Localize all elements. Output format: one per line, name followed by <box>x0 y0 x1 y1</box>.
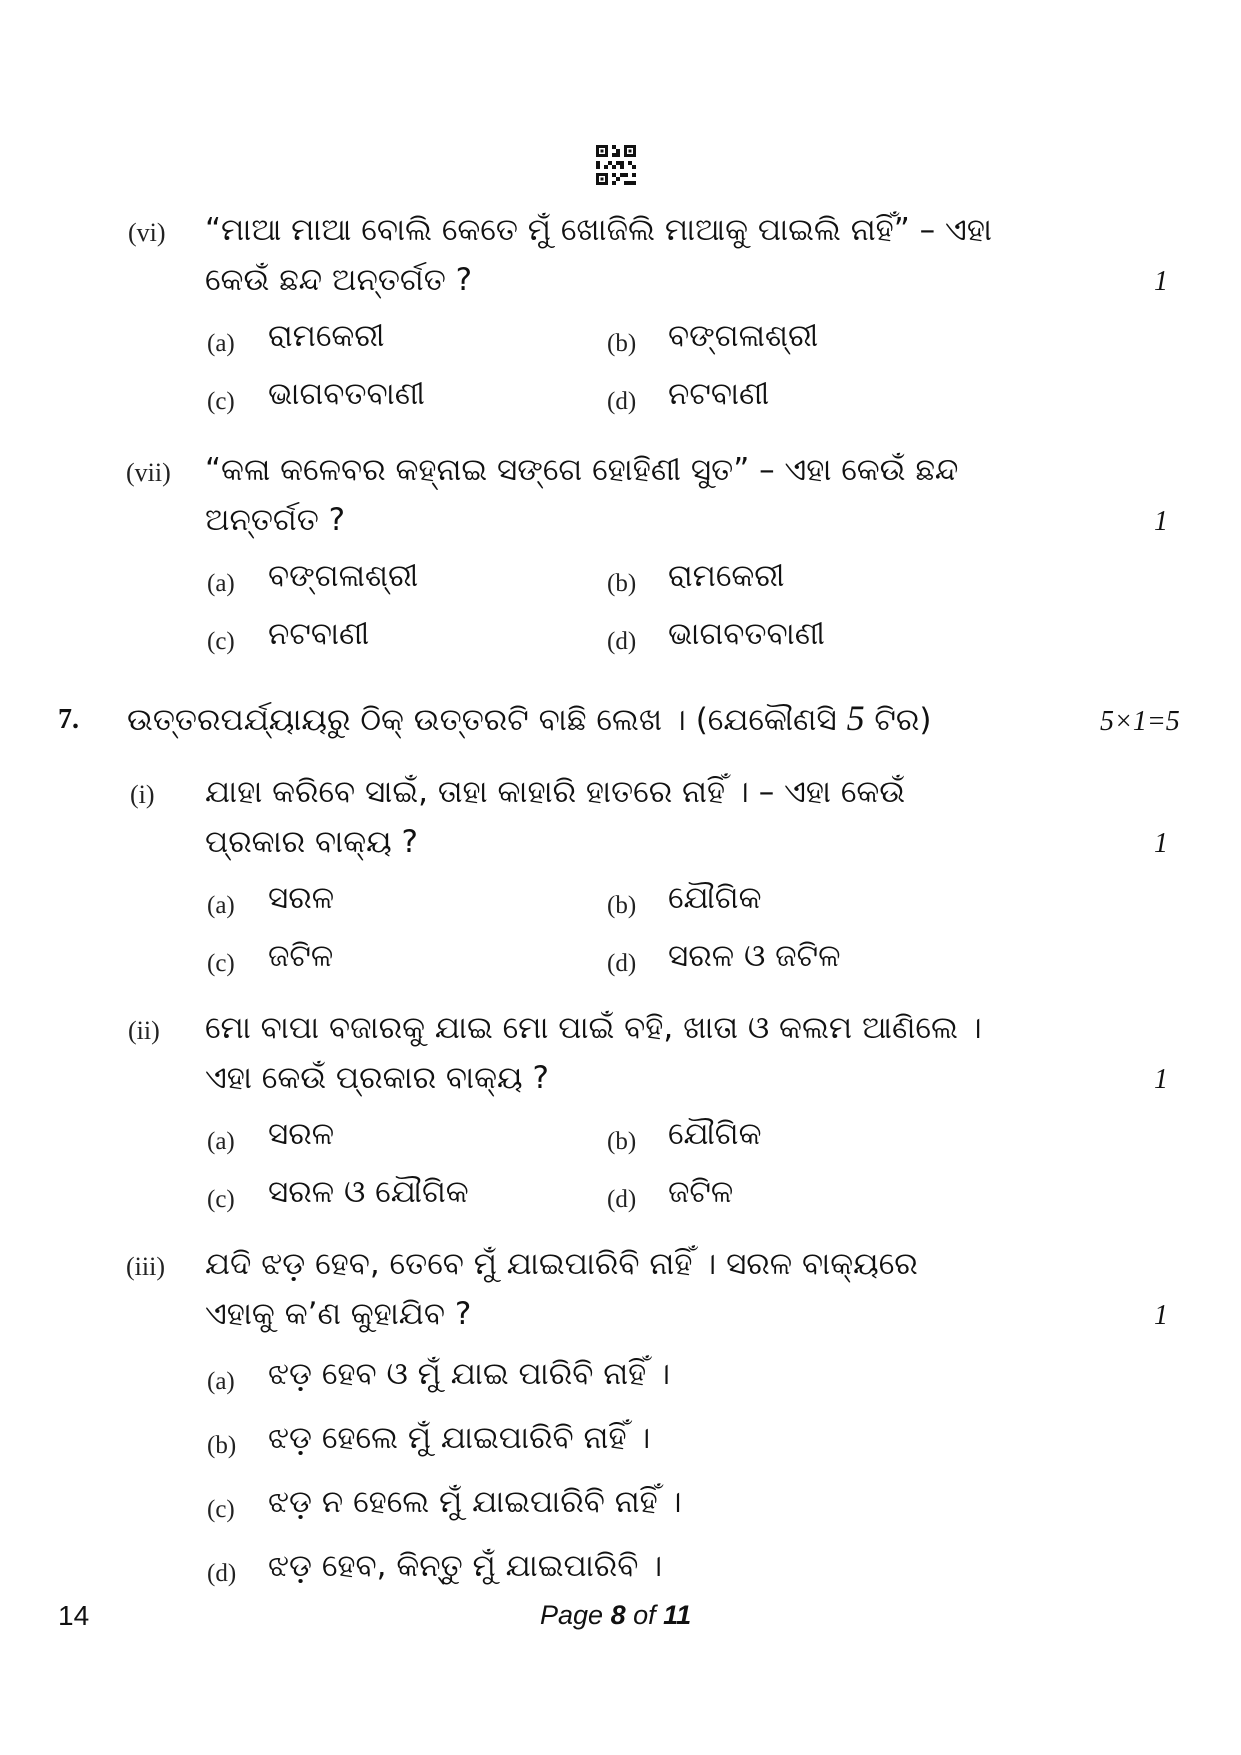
question-ii-marks: 1 <box>1154 1064 1168 1095</box>
option-text: ଭାଗବତବାଣୀ <box>268 376 425 412</box>
option-letter: (b) <box>607 892 637 919</box>
option-letter: (c) <box>207 1496 235 1523</box>
question-vii-marks: 1 <box>1154 506 1168 537</box>
option-text: ଭାଗବତବାଣୀ <box>668 616 825 652</box>
section-7-number: 7. <box>58 704 79 735</box>
footer-code: 14 <box>58 1600 90 1631</box>
option-letter: (d) <box>607 1186 637 1213</box>
option-text: ଜଟିଳ <box>668 1174 734 1210</box>
option-text: ଝଡ଼ ହେବ ଓ ମୁଁ ଯାଇ ପାରିବି ନାହିଁ । <box>268 1356 671 1392</box>
qr-code-icon <box>596 145 636 185</box>
question-ii-number: (ii) <box>128 1016 160 1045</box>
question-i-marks: 1 <box>1154 828 1168 859</box>
section-7-marks: 5×1=5 <box>1100 706 1180 737</box>
question-i-number: (i) <box>130 780 155 809</box>
option-letter: (d) <box>607 950 637 977</box>
option-letter: (a) <box>207 892 235 919</box>
option-letter: (a) <box>207 330 235 357</box>
option-letter: (b) <box>207 1432 237 1459</box>
option-text: ନଟବାଣୀ <box>268 616 370 652</box>
option-text: ବଙ୍ଗଳାଶ୍ରୀ <box>668 318 819 354</box>
option-letter: (d) <box>207 1560 237 1587</box>
option-text: ସରଳ ଓ ଯୌଗିକ <box>268 1174 469 1210</box>
option-letter: (c) <box>207 1186 235 1213</box>
question-ii-line2: ଏହା କେଉଁ ପ୍ରକାର ବାକ୍ୟ ? <box>205 1060 549 1096</box>
option-letter: (c) <box>207 388 235 415</box>
question-iii-marks: 1 <box>1154 1300 1168 1331</box>
question-ii-line1: ମୋ ବାପା ବଜାରକୁ ଯାଇ ମୋ ପାଇଁ ବହି, ଖାତା ଓ କଲମ ଆଣିଲେ । <box>205 1010 982 1046</box>
option-letter: (a) <box>207 570 235 597</box>
option-text: ଝଡ଼ ହେବ, କିନ୍ତୁ ମୁଁ ଯାଇପାରିବି । <box>268 1548 663 1584</box>
question-i-line1: ଯାହା କରିବେ ସାଇଁ, ତାହା କାହାରି ହାତରେ ନାହିଁ । – ଏହା କେଉଁ <box>205 774 906 810</box>
option-letter: (c) <box>207 628 235 655</box>
question-vi-marks: 1 <box>1154 266 1168 297</box>
question-i-line2: ପ୍ରକାର ବାକ୍ୟ ? <box>205 824 419 860</box>
option-text: ରାମକେରୀ <box>268 318 385 354</box>
question-vi-number: (vi) <box>128 218 166 247</box>
section-7-instruction: ଉତ୍ତରପର୍ଯ୍ୟାୟରୁ ଠିକ୍ ଉତ୍ତରଟି ବାଛି ଲେଖ । (ଯେକୌଣସି 5 ଟିର) <box>127 698 932 738</box>
question-iii-line1: ଯଦି ଝଡ଼ ହେବ, ତେବେ ମୁଁ ଯାଇପାରିବି ନାହିଁ । ସରଳ ବାକ୍ୟରେ <box>205 1246 918 1282</box>
option-letter: (b) <box>607 570 637 597</box>
option-text: ନଟବାଣୀ <box>668 376 770 412</box>
option-text: ଯୌଗିକ <box>668 1116 762 1152</box>
option-text: ରାମକେରୀ <box>668 558 785 594</box>
option-letter: (c) <box>207 950 235 977</box>
option-text: ବଙ୍ଗଳାଶ୍ରୀ <box>268 558 419 594</box>
question-iii-number: (iii) <box>126 1252 165 1281</box>
question-iii-line2: ଏହାକୁ କ’ଣ କୁହାଯିବ ? <box>205 1296 472 1332</box>
option-text: ସରଳ ଓ ଜଟିଳ <box>668 938 841 974</box>
question-vii-line1: “କଳା କଳେବର କହ୍ନାଇ ସଙ୍ଗେ ହୋହିଣୀ ସୁତ” – ଏହା କେଉଁ ଛନ୍ଦ <box>205 452 959 488</box>
question-vi-line1: “ମାଆ ମାଆ ବୋଲି କେତେ ମୁଁ ଖୋଜିଲି ମାଆକୁ ପାଇଲି ନାହିଁ” – ଏହା <box>205 212 992 248</box>
question-vii-number: (vii) <box>126 458 171 487</box>
option-letter: (a) <box>207 1368 235 1395</box>
question-vii-line2: ଅନ୍ତର୍ଗତ ? <box>205 502 346 538</box>
option-text: ଯୌଗିକ <box>668 880 762 916</box>
option-text: ଝଡ଼ ନ ହେଲେ ମୁଁ ଯାଇପାରିବି ନାହିଁ । <box>268 1484 682 1520</box>
option-text: ଝଡ଼ ହେଲେ ମୁଁ ଯାଇପାରିବି ନାହିଁ । <box>268 1420 651 1456</box>
option-text: ସରଳ <box>268 1116 335 1152</box>
question-vi-line2: କେଉଁ ଛନ୍ଦ ଅନ୍ତର୍ଗତ ? <box>205 262 473 298</box>
option-letter: (d) <box>607 628 637 655</box>
option-letter: (b) <box>607 330 637 357</box>
page-number: Page 8 of 11 <box>540 1600 692 1630</box>
option-letter: (b) <box>607 1128 637 1155</box>
option-text: ସରଳ <box>268 880 335 916</box>
option-letter: (a) <box>207 1128 235 1155</box>
option-text: ଜଟିଳ <box>268 938 334 974</box>
option-letter: (d) <box>607 388 637 415</box>
